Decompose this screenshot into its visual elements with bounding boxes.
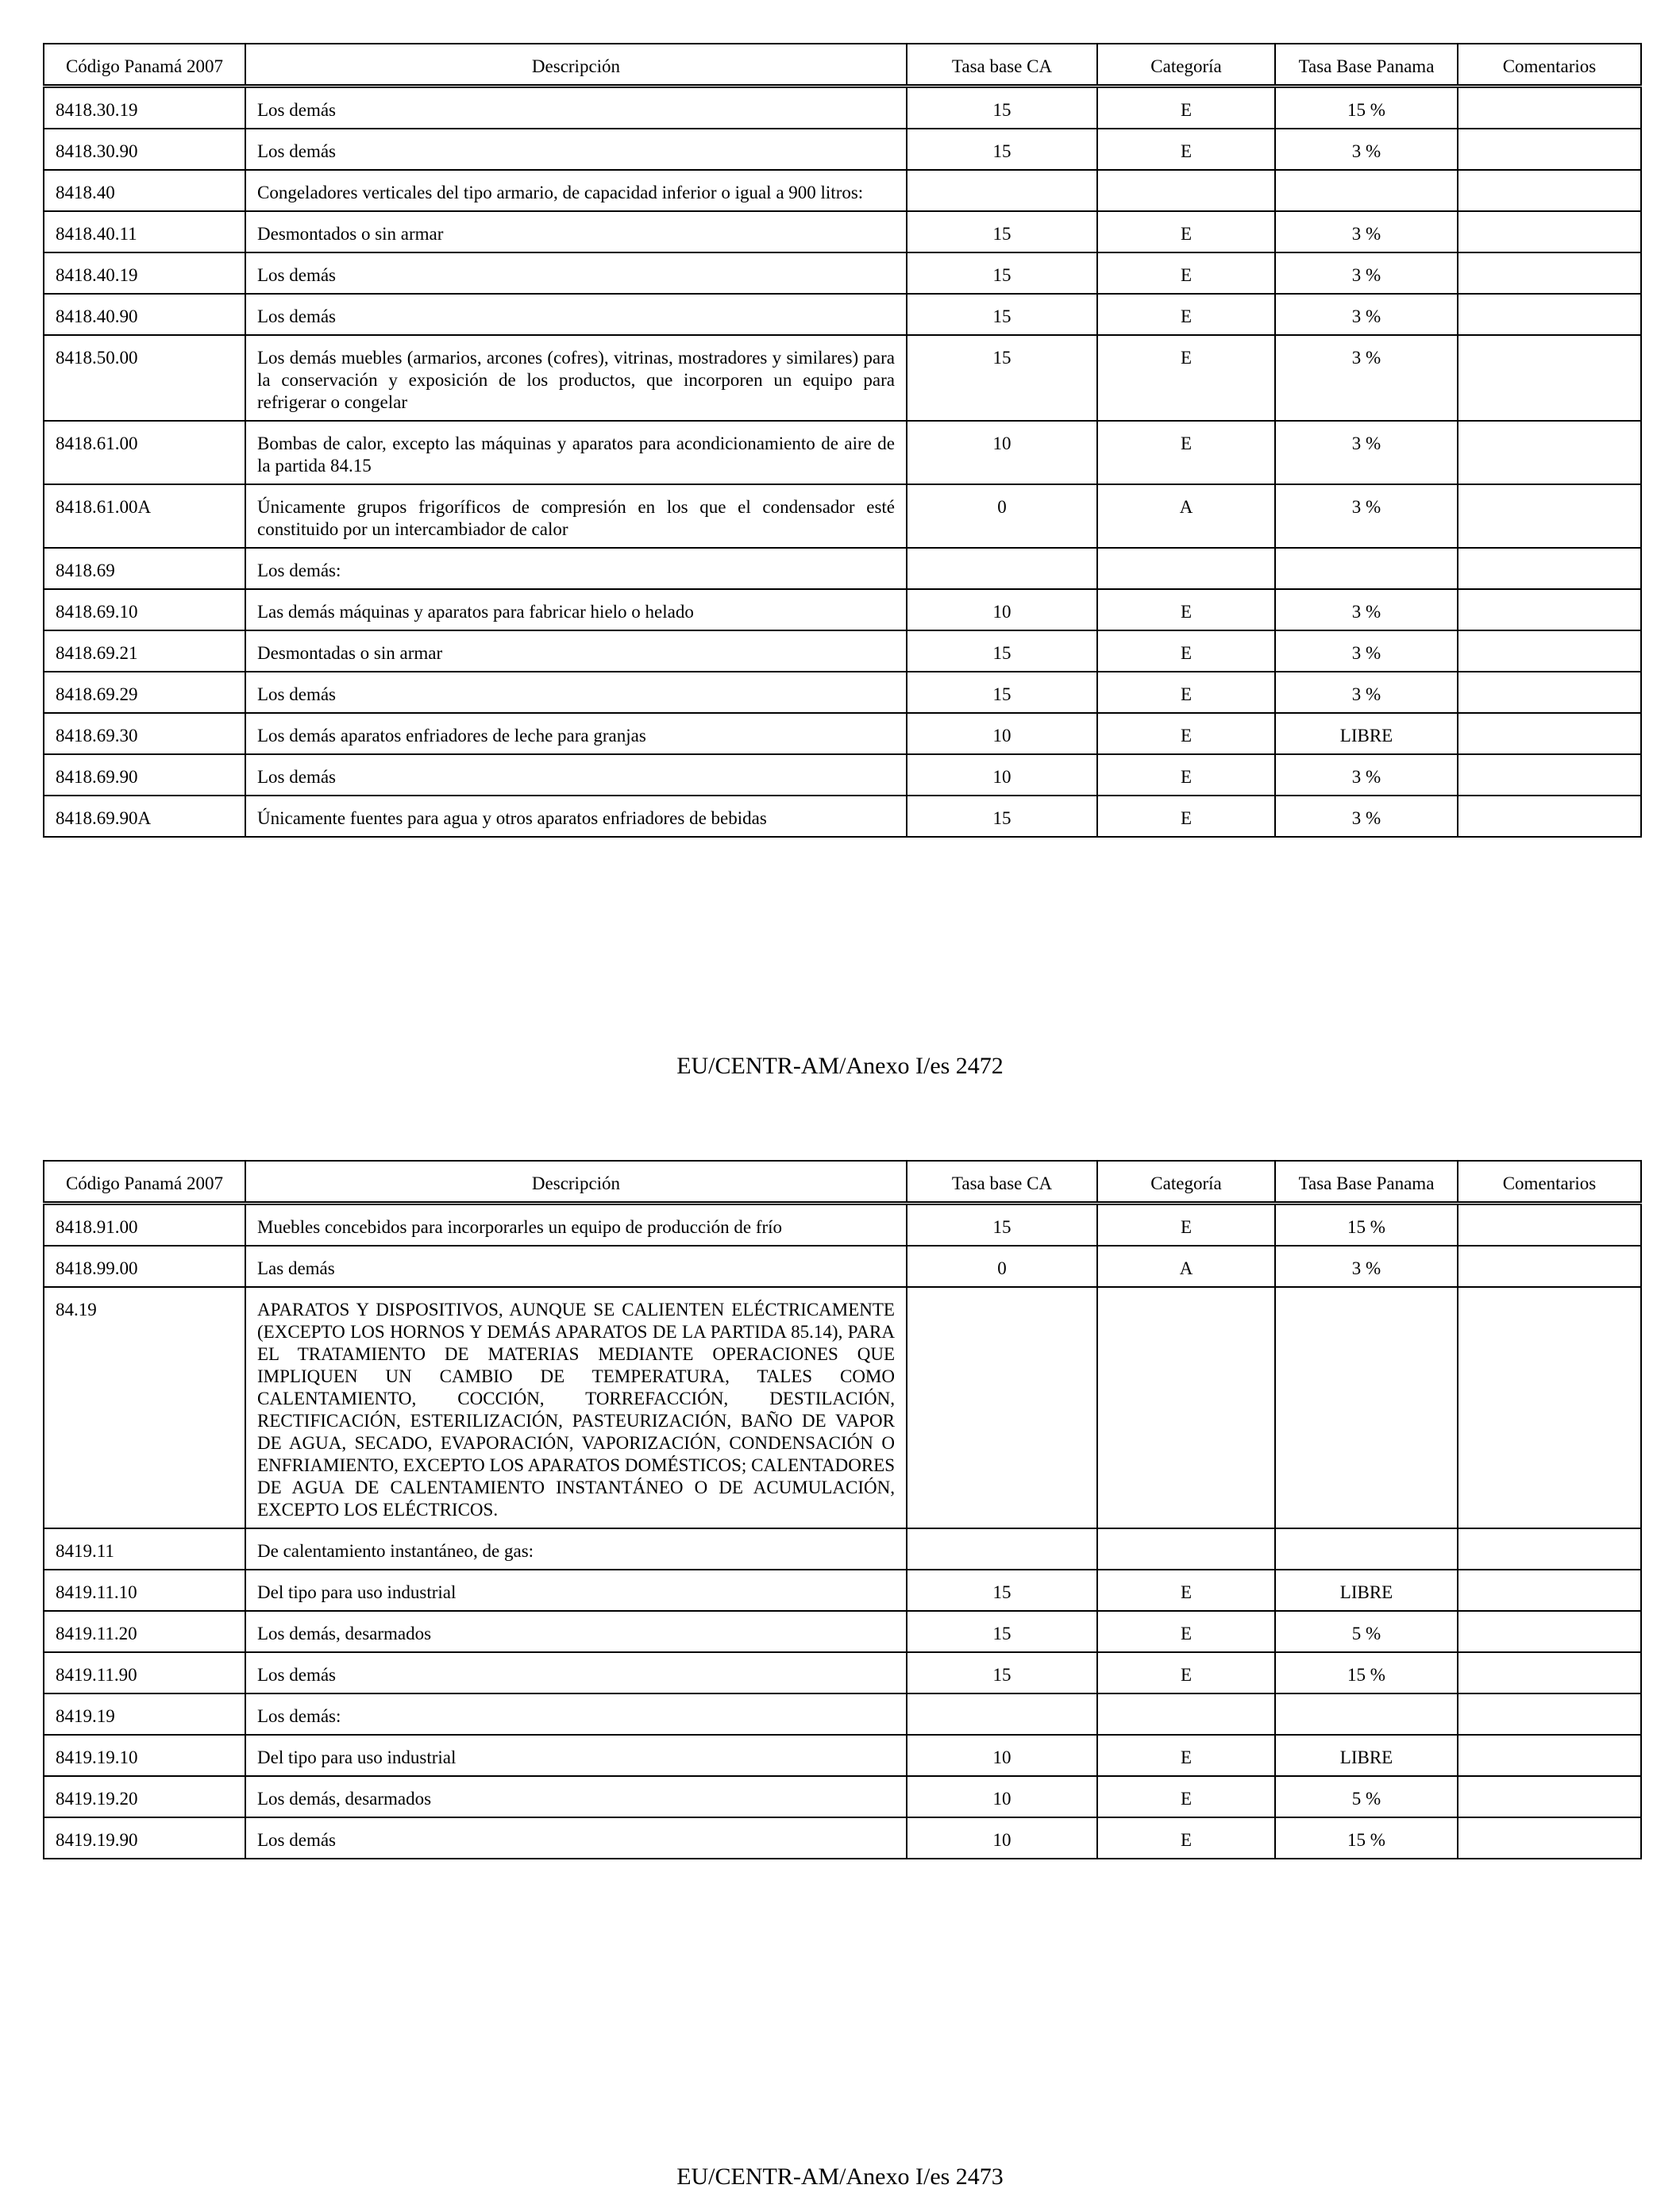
header-description: Descripción (245, 44, 907, 87)
header-comments: Comentarios (1458, 1161, 1641, 1204)
table-row (44, 129, 1641, 170)
cell-description: Bombas de calor, excepto las máquinas y aparatos para acondicionamiento de aire de la partida 84.15 (245, 421, 907, 484)
cell-code: 8419.19.90 (44, 1817, 245, 1859)
cell-comments (1458, 630, 1641, 672)
cell-code: 8419.11.20 (44, 1611, 245, 1652)
cell-code: 8418.30.90 (44, 129, 245, 170)
cell-rate-panama (1275, 1287, 1458, 1528)
cell-rate-panama: 3 % (1275, 1246, 1458, 1287)
cell-code: 84.19 (44, 1287, 245, 1528)
cell-rate-ca: 15 (907, 630, 1097, 672)
cell-category (1097, 1287, 1275, 1528)
cell-category (1097, 1528, 1275, 1570)
cell-rate-ca: 15 (907, 1611, 1097, 1652)
cell-rate-ca (907, 1528, 1097, 1570)
table-row (44, 252, 1641, 294)
cell-category: E (1097, 1611, 1275, 1652)
cell-rate-ca: 10 (907, 713, 1097, 754)
cell-code: 8418.61.00 (44, 421, 245, 484)
table-row (44, 1246, 1641, 1287)
cell-code: 8418.69.21 (44, 630, 245, 672)
cell-code: 8418.30.19 (44, 87, 245, 129)
cell-code: 8419.11.10 (44, 1570, 245, 1611)
table-row (44, 1735, 1641, 1776)
cell-category: A (1097, 484, 1275, 548)
cell-rate-ca: 10 (907, 1817, 1097, 1859)
cell-category: E (1097, 1735, 1275, 1776)
cell-code: 8418.40.19 (44, 252, 245, 294)
cell-description: Los demás, desarmados (245, 1776, 907, 1817)
cell-category: E (1097, 129, 1275, 170)
cell-rate-ca (907, 1287, 1097, 1528)
cell-description: Los demás (245, 1652, 907, 1693)
table-row (44, 211, 1641, 252)
cell-description: Únicamente grupos frigoríficos de compresión en los que el condensador esté constituido por un intercambiador de calor (245, 484, 907, 548)
cell-description: Muebles concebidos para incorporarles un equipo de producción de frío (245, 1204, 907, 1246)
cell-code: 8418.40 (44, 170, 245, 211)
cell-rate-panama (1275, 548, 1458, 589)
cell-description: Desmontados o sin armar (245, 211, 907, 252)
cell-description: Los demás (245, 1817, 907, 1859)
cell-rate-ca: 10 (907, 1776, 1097, 1817)
cell-category: E (1097, 421, 1275, 484)
header-rate-panama: Tasa Base Panama (1275, 1161, 1458, 1204)
cell-comments (1458, 87, 1641, 129)
table-header-row (44, 44, 1641, 87)
cell-code: 8418.69.30 (44, 713, 245, 754)
cell-rate-panama: 3 % (1275, 630, 1458, 672)
cell-rate-ca: 15 (907, 1652, 1097, 1693)
cell-rate-ca: 15 (907, 252, 1097, 294)
table-row (44, 1817, 1641, 1859)
cell-category: E (1097, 335, 1275, 421)
cell-category: E (1097, 252, 1275, 294)
cell-rate-ca: 0 (907, 484, 1097, 548)
cell-description: Los demás: (245, 1693, 907, 1735)
cell-rate-panama: 15 % (1275, 1817, 1458, 1859)
cell-description: Del tipo para uso industrial (245, 1570, 907, 1611)
header-rate-ca: Tasa base CA (907, 1161, 1097, 1204)
table-row (44, 421, 1641, 484)
cell-code: 8419.19.20 (44, 1776, 245, 1817)
cell-description: Los demás (245, 672, 907, 713)
cell-comments (1458, 252, 1641, 294)
cell-category: E (1097, 672, 1275, 713)
header-category: Categoría (1097, 44, 1275, 87)
cell-rate-panama: LIBRE (1275, 1735, 1458, 1776)
cell-description: Los demás (245, 252, 907, 294)
cell-code: 8418.69.90A (44, 796, 245, 837)
table-row (44, 1611, 1641, 1652)
cell-code: 8418.69.29 (44, 672, 245, 713)
cell-comments (1458, 754, 1641, 796)
cell-comments (1458, 170, 1641, 211)
table-row (44, 1287, 1641, 1528)
cell-rate-panama: 3 % (1275, 335, 1458, 421)
cell-comments (1458, 1570, 1641, 1611)
cell-rate-ca (907, 1693, 1097, 1735)
table-row (44, 335, 1641, 421)
cell-rate-panama: 3 % (1275, 211, 1458, 252)
cell-rate-panama: 3 % (1275, 589, 1458, 630)
cell-code: 8419.11 (44, 1528, 245, 1570)
cell-category: E (1097, 87, 1275, 129)
table-row (44, 170, 1641, 211)
cell-category: E (1097, 1817, 1275, 1859)
table-row (44, 484, 1641, 548)
table-row (44, 672, 1641, 713)
cell-code: 8418.61.00A (44, 484, 245, 548)
cell-comments (1458, 294, 1641, 335)
table-row (44, 796, 1641, 837)
cell-rate-panama: 3 % (1275, 252, 1458, 294)
cell-rate-ca: 15 (907, 1570, 1097, 1611)
cell-category: E (1097, 754, 1275, 796)
cell-rate-ca: 15 (907, 1204, 1097, 1246)
cell-category: E (1097, 796, 1275, 837)
cell-description: Las demás (245, 1246, 907, 1287)
table-row (44, 294, 1641, 335)
cell-rate-ca: 15 (907, 87, 1097, 129)
page-reference: EU/CENTR-AM/Anexo I/es 2472 (676, 1053, 1004, 1079)
cell-comments (1458, 1611, 1641, 1652)
cell-code: 8418.50.00 (44, 335, 245, 421)
cell-comments (1458, 335, 1641, 421)
cell-rate-panama: 15 % (1275, 87, 1458, 129)
cell-rate-panama (1275, 170, 1458, 211)
cell-code: 8418.40.90 (44, 294, 245, 335)
cell-comments (1458, 548, 1641, 589)
cell-description: Los demás (245, 294, 907, 335)
cell-comments (1458, 1204, 1641, 1246)
cell-rate-ca: 10 (907, 1735, 1097, 1776)
cell-code: 8419.11.90 (44, 1652, 245, 1693)
header-description: Descripción (245, 1161, 907, 1204)
header-code: Código Panamá 2007 (44, 44, 245, 87)
cell-comments (1458, 1246, 1641, 1287)
tariff-table-2 (43, 1160, 1642, 1859)
cell-comments (1458, 1735, 1641, 1776)
header-comments: Comentarios (1458, 44, 1641, 87)
cell-rate-panama: 5 % (1275, 1611, 1458, 1652)
cell-code: 8418.40.11 (44, 211, 245, 252)
cell-description: Los demás (245, 87, 907, 129)
cell-code: 8419.19.10 (44, 1735, 245, 1776)
cell-rate-panama: 3 % (1275, 754, 1458, 796)
cell-rate-panama: 3 % (1275, 484, 1458, 548)
cell-rate-ca: 15 (907, 796, 1097, 837)
cell-category: A (1097, 1246, 1275, 1287)
cell-rate-panama: 3 % (1275, 796, 1458, 837)
cell-code: 8418.69.90 (44, 754, 245, 796)
cell-comments (1458, 1776, 1641, 1817)
cell-description: Los demás muebles (armarios, arcones (cofres), vitrinas, mostradores y similares) para la conservación y exposición de los productos, que incorporen un equipo para refrigerar o congelar (245, 335, 907, 421)
cell-category: E (1097, 294, 1275, 335)
cell-description: Desmontadas o sin armar (245, 630, 907, 672)
table-row (44, 754, 1641, 796)
cell-rate-ca: 10 (907, 754, 1097, 796)
page-reference: EU/CENTR-AM/Anexo I/es 2473 (676, 2164, 1004, 2190)
cell-rate-panama: 3 % (1275, 129, 1458, 170)
cell-comments (1458, 1287, 1641, 1528)
cell-comments (1458, 484, 1641, 548)
cell-rate-ca: 10 (907, 589, 1097, 630)
cell-rate-panama: LIBRE (1275, 1570, 1458, 1611)
cell-comments (1458, 1817, 1641, 1859)
header-rate-panama: Tasa Base Panama (1275, 44, 1458, 87)
table-row (44, 1570, 1641, 1611)
cell-description: Las demás máquinas y aparatos para fabricar hielo o helado (245, 589, 907, 630)
table-row (44, 87, 1641, 129)
cell-comments (1458, 211, 1641, 252)
table-row (44, 1528, 1641, 1570)
cell-description: Únicamente fuentes para agua y otros aparatos enfriadores de bebidas (245, 796, 907, 837)
cell-category: E (1097, 589, 1275, 630)
cell-rate-ca: 15 (907, 335, 1097, 421)
header-category: Categoría (1097, 1161, 1275, 1204)
header-code: Código Panamá 2007 (44, 1161, 245, 1204)
table-row (44, 630, 1641, 672)
cell-comments (1458, 1652, 1641, 1693)
cell-comments (1458, 129, 1641, 170)
table-row (44, 713, 1641, 754)
cell-rate-panama: 15 % (1275, 1204, 1458, 1246)
cell-description: De calentamiento instantáneo, de gas: (245, 1528, 907, 1570)
cell-category (1097, 548, 1275, 589)
cell-category: E (1097, 1776, 1275, 1817)
table-row (44, 1776, 1641, 1817)
cell-description: Del tipo para uso industrial (245, 1735, 907, 1776)
cell-comments (1458, 1528, 1641, 1570)
cell-rate-ca (907, 548, 1097, 589)
cell-rate-ca: 0 (907, 1246, 1097, 1287)
cell-comments (1458, 1693, 1641, 1735)
cell-rate-panama: 3 % (1275, 421, 1458, 484)
cell-category (1097, 170, 1275, 211)
cell-category (1097, 1693, 1275, 1735)
table-row (44, 548, 1641, 589)
cell-comments (1458, 713, 1641, 754)
cell-rate-ca: 15 (907, 129, 1097, 170)
cell-rate-panama: 15 % (1275, 1652, 1458, 1693)
cell-description: Congeladores verticales del tipo armario, de capacidad inferior o igual a 900 litros: (245, 170, 907, 211)
cell-category: E (1097, 630, 1275, 672)
cell-category: E (1097, 713, 1275, 754)
tariff-table-1 (43, 43, 1642, 838)
table-row (44, 589, 1641, 630)
cell-rate-ca: 15 (907, 672, 1097, 713)
table-header-row (44, 1161, 1641, 1204)
cell-rate-panama: 3 % (1275, 672, 1458, 713)
cell-comments (1458, 796, 1641, 837)
header-rate-ca: Tasa base CA (907, 44, 1097, 87)
cell-code: 8419.19 (44, 1693, 245, 1735)
cell-rate-panama: LIBRE (1275, 713, 1458, 754)
cell-category: E (1097, 1570, 1275, 1611)
cell-code: 8418.91.00 (44, 1204, 245, 1246)
cell-description: APARATOS Y DISPOSITIVOS, AUNQUE SE CALIENTEN ELÉCTRICAMENTE (EXCEPTO LOS HORNOS Y DEMÁS APARATOS DE LA PARTIDA 85.14), PARA EL TRATAMIENTO DE MATERIAS MEDIANTE OPERACIONES QUE IMPLIQUEN UN CAMBIO DE TEMPERATURA, TALES COMO CALENTAMIENTO, COCCIÓN, TORREFACCIÓN, DESTILACIÓN, RECTIFICACIÓN, ESTERILIZACIÓN, PASTEURIZACIÓN, BAÑO DE VAPOR DE AGUA, SECADO, EVAPORACIÓN, VAPORIZACIÓN, CONDENSACIÓN O ENFRIAMIENTO, EXCEPTO LOS APARATOS DOMÉSTICOS; CALENTADORES DE AGUA DE CALENTAMIENTO INSTANTÁNEO O DE ACUMULACIÓN, EXCEPTO LOS ELÉCTRICOS. (245, 1287, 907, 1528)
cell-category: E (1097, 1204, 1275, 1246)
cell-code: 8418.69.10 (44, 589, 245, 630)
cell-comments (1458, 589, 1641, 630)
cell-category: E (1097, 211, 1275, 252)
cell-rate-panama (1275, 1528, 1458, 1570)
cell-rate-panama (1275, 1693, 1458, 1735)
cell-comments (1458, 421, 1641, 484)
cell-description: Los demás, desarmados (245, 1611, 907, 1652)
cell-description: Los demás (245, 754, 907, 796)
cell-rate-ca (907, 170, 1097, 211)
cell-rate-panama: 3 % (1275, 294, 1458, 335)
cell-rate-ca: 15 (907, 294, 1097, 335)
table-row (44, 1204, 1641, 1246)
cell-comments (1458, 672, 1641, 713)
cell-rate-panama: 5 % (1275, 1776, 1458, 1817)
cell-description: Los demás aparatos enfriadores de leche para granjas (245, 713, 907, 754)
cell-rate-ca: 15 (907, 211, 1097, 252)
cell-code: 8418.99.00 (44, 1246, 245, 1287)
table-row (44, 1693, 1641, 1735)
cell-description: Los demás: (245, 548, 907, 589)
cell-code: 8418.69 (44, 548, 245, 589)
cell-rate-ca: 10 (907, 421, 1097, 484)
cell-category: E (1097, 1652, 1275, 1693)
table-row (44, 1652, 1641, 1693)
cell-description: Los demás (245, 129, 907, 170)
